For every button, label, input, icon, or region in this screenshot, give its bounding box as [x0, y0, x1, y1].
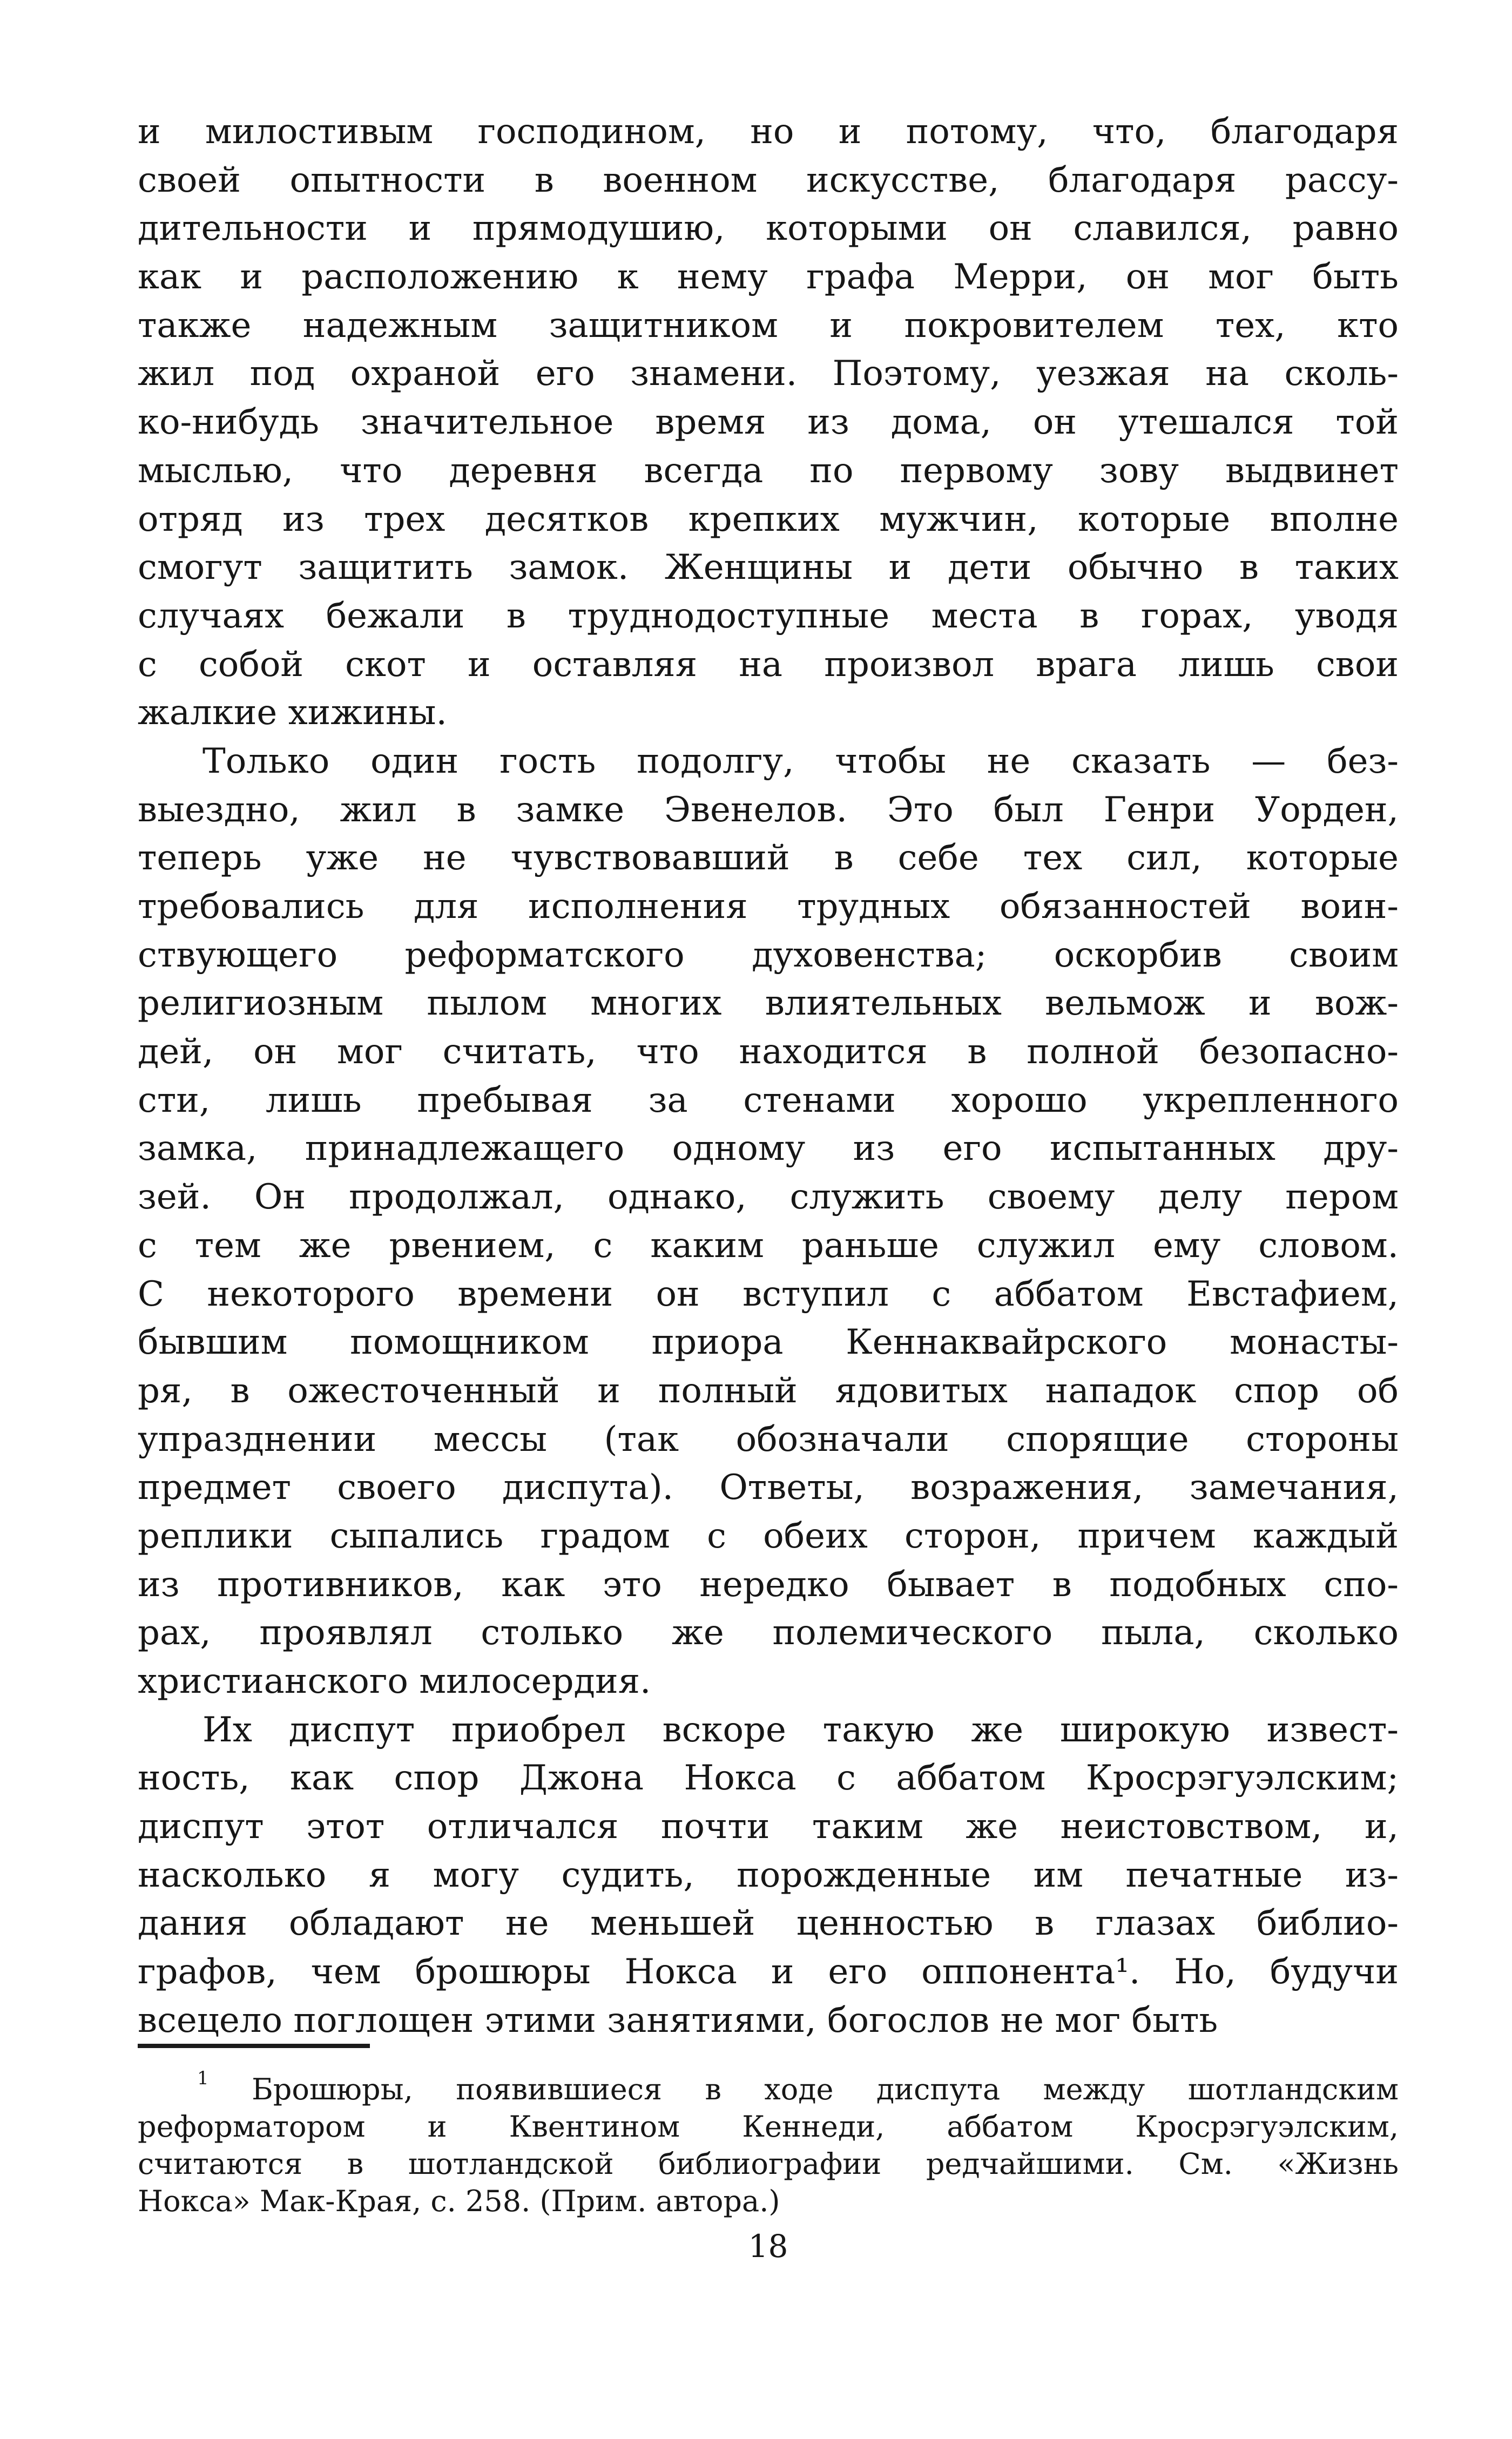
text-line: с тем же рвением, с каким раньше служил ему словом.: [138, 1225, 1399, 1266]
text-line: ря, в ожесточенный и полный ядовитых нападок спор об: [138, 1370, 1399, 1411]
text-line: реплики сыпались градом с обеих сторон, причем каждый: [138, 1516, 1399, 1556]
text-line: Только один гость подолгу, чтобы не сказать — без-: [202, 741, 1399, 781]
footnote-line: реформатором и Квентином Кеннеди, аббатом Кросрэгуэлским,: [138, 2110, 1399, 2144]
text-line: Их диспут приобрел вскоре такую же широкую извест-: [202, 1710, 1399, 1750]
text-line: и милостивым господином, но и потому, что, благодаря: [138, 112, 1399, 152]
text-line: ность, как спор Джона Нокса с аббатом Кросрэгуэлским;: [138, 1758, 1399, 1799]
text-line: также надежным защитником и покровителем тех, кто: [138, 305, 1399, 346]
text-line: всецело поглощен этими занятиями, богослов не мог быть: [138, 2000, 1218, 2041]
text-line: христианского милосердия.: [138, 1661, 651, 1701]
text-line: ствующего реформатского духовенства; оскорбив своим: [138, 935, 1399, 975]
text-line: замка, принадлежащего одному из его испытанных дру-: [138, 1129, 1399, 1169]
text-line: предмет своего диспута). Ответы, возражения, замечания,: [138, 1468, 1399, 1508]
text-line: диспут этот отличался почти таким же неистовством, и,: [138, 1807, 1399, 1847]
footnote-line: считаются в шотландской библиографии редчайшими. См. «Жизнь: [138, 2147, 1399, 2181]
text-line: мыслью, что деревня всегда по первому зову выдвинет: [138, 450, 1399, 491]
text-line: требовались для исполнения трудных обязанностей воин-: [138, 887, 1399, 927]
text-line: теперь уже не чувствовавший в себе тех сил, которые: [138, 838, 1399, 879]
text-line: рах, проявлял столько же полемического пыла, сколько: [138, 1613, 1399, 1653]
text-line: упразднении мессы (так обозначали спорящие стороны: [138, 1419, 1399, 1460]
text-line: сти, лишь пребывая за стенами хорошо укрепленного: [138, 1080, 1399, 1120]
paragraph: [138, 108, 1399, 738]
text-line: отряд из трех десятков крепких мужчин, которые вполне: [138, 499, 1399, 539]
footnote-text: Брошюры, появившиеся в ходе диспута между шотландским: [252, 2072, 1399, 2106]
text-line: своей опытности в военном искусстве, благодаря рассу-: [138, 160, 1399, 200]
paragraph: [138, 1706, 1399, 2045]
page-number: 18: [748, 2228, 788, 2265]
text-line: случаях бежали в труднодоступные места в горах, уводя: [138, 596, 1399, 636]
footnote-marker: 1: [197, 2071, 209, 2089]
text-line: жил под охраной его знамени. Поэтому, уезжая на сколь-: [138, 354, 1399, 394]
text-line: с собой скот и оставляя на произвол врага лишь свои: [138, 644, 1399, 685]
paragraph: [138, 738, 1399, 1706]
text-line: выездно, жил в замке Эвенелов. Это был Генри Уорден,: [138, 789, 1399, 830]
footnote-block: [138, 2071, 1399, 2220]
text-line: религиозным пылом многих влиятельных вельмож и вож-: [138, 983, 1399, 1024]
text-line: бывшим помощником приора Кеннаквайрского монасты-: [138, 1322, 1399, 1363]
text-line: смогут защитить замок. Женщины и дети обычно в таких: [138, 548, 1399, 588]
text-line: насколько я могу судить, порожденные им печатные из-: [138, 1855, 1399, 1895]
book-page: [138, 108, 1399, 2376]
text-line: жалкие хижины.: [138, 693, 447, 733]
text-line: ко-нибудь значительное время из дома, он утешался той: [138, 402, 1399, 443]
text-line: как и расположению к нему графа Мерри, он мог быть: [138, 257, 1399, 298]
footnote-line: [138, 2071, 1399, 2108]
body-text: [138, 108, 1399, 2045]
text-line: зей. Он продолжал, однако, служить своему делу пером: [138, 1177, 1399, 1218]
text-line: С некоторого времени он вступил с аббатом Евстафием,: [138, 1274, 1399, 1314]
text-line: графов, чем брошюры Нокса и его оппонента¹. Но, будучи: [138, 1952, 1399, 1992]
text-line: дания обладают не меньшей ценностью в глазах библио-: [138, 1903, 1399, 1944]
text-line: дительности и прямодушию, которыми он славился, равно: [138, 208, 1399, 249]
text-line: из противников, как это нередко бывает в подобных спо-: [138, 1564, 1399, 1605]
footnote-line: Нокса» Мак-Края, с. 258. (Прим. автора.): [138, 2184, 780, 2218]
footnote-divider: [138, 2044, 370, 2048]
text-line: дей, он мог считать, что находится в полной безопасно-: [138, 1032, 1399, 1072]
